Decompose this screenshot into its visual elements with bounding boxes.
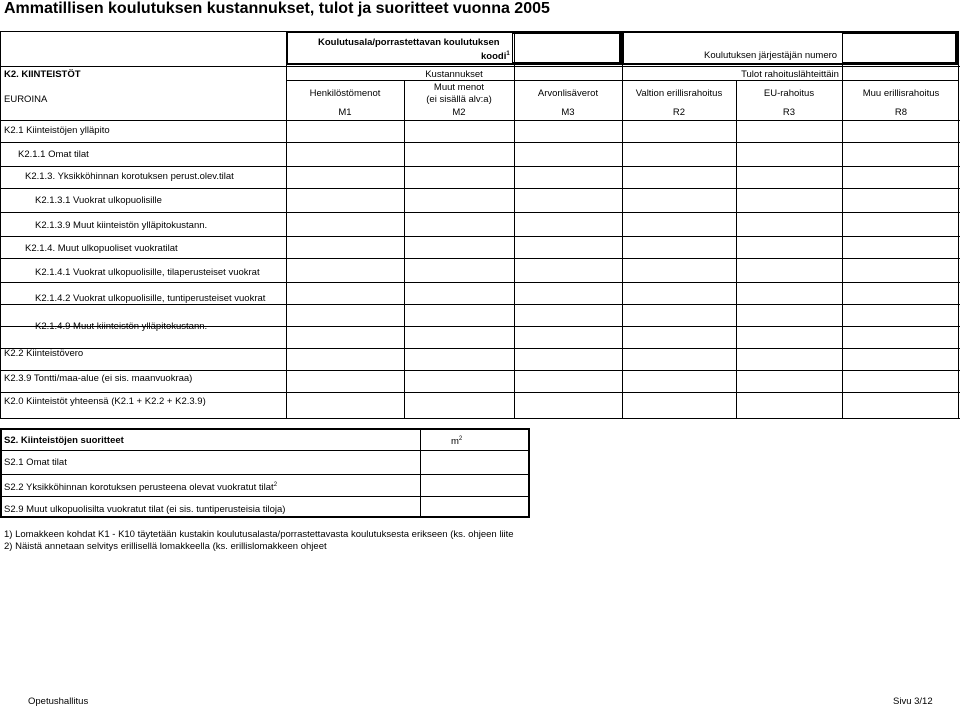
col-henkilosto: Henkilöstömenot	[309, 88, 381, 99]
koodi-input[interactable]	[512, 33, 620, 63]
s2-title: S2. Kiinteistöjen suoritteet	[4, 435, 124, 446]
row-k2-1-1: K2.1.1 Omat tilat	[18, 149, 89, 160]
row-k2-1-4-1: K2.1.4.1 Vuokrat ulkopuolisille, tilaperusteiset vuokrat	[35, 267, 260, 278]
row-k2-1-4-2: K2.1.4.2 Vuokrat ulkopuolisille, tuntiperusteiset vuokrat	[35, 293, 266, 304]
row-s2-9: S2.9 Muut ulkopuolisilta vuokratut tilat (ei sis. tuntiperusteisia tiloja)	[4, 504, 286, 515]
col-alv: Arvonlisäverot	[537, 88, 599, 99]
row-k2-1-4-9: K2.1.4.9 Muut kiinteistön ylläpitokustann.	[35, 321, 208, 332]
row-k2-1: K2.1 Kiinteistöjen ylläpito	[4, 125, 110, 136]
row-k2-0: K2.0 Kiinteistöt yhteensä (K2.1 + K2.2 + K2.3.9)	[4, 396, 206, 407]
footer-right: Sivu 3/12	[893, 696, 933, 707]
koulutusala-label: Koulutusala/porrastettavan koulutuksen	[318, 37, 500, 48]
k2-title: K2. KIINTEISTÖT	[4, 69, 81, 80]
s2-unit: $m^2$	[451, 436, 463, 448]
jarjestaja-label: Koulutuksen järjestäjän numero	[704, 50, 838, 61]
row-k2-1-3: K2.1.3. Yksikköhinnan korotuksen perust.olev.tilat	[25, 171, 234, 182]
row-k2-1-3-9: K2.1.3.9 Muut kiinteistön ylläpitokustann.	[35, 220, 208, 231]
costs-group-label: Kustannukset	[425, 69, 483, 80]
note-2: 2) Näistä annetaan selvitys erillisellä lomakkeella (ks. erillislomakkeen ohjeet	[4, 542, 327, 552]
col-muut-menot: Muut menot	[433, 82, 485, 93]
jarjestaja-input[interactable]	[842, 33, 956, 63]
row-k2-1-3-1: K2.1.3.1 Vuokrat ulkopuolisille	[35, 195, 162, 206]
note-1: 1) Lomakkeen kohdat K1 - K10 täytetään kustakin koulutusalasta/porrastettavasta koulutuksesta erikseen (ks. ohjeen liite	[4, 530, 514, 540]
col-muu: Muu erillisrahoitus	[862, 88, 940, 99]
row-s2-1: S2.1 Omat tilat	[4, 457, 67, 468]
code-r2: R2	[672, 107, 686, 118]
code-r8: R8	[894, 107, 908, 118]
col-eu: EU-rahoitus	[763, 88, 815, 99]
koodi-label: koodi$^1$	[481, 51, 510, 63]
code-m1: M1	[338, 107, 352, 118]
row-k2-1-4: K2.1.4. Muut ulkopuoliset vuokratilat	[25, 243, 178, 254]
row-k2-2: K2.2 Kiinteistövero	[4, 348, 84, 359]
col-valtion: Valtion erillisrahoitus	[635, 88, 723, 99]
row-k2-3-9: K2.3.9 Tontti/maa-alue (ei sis. maanvuokraa)	[4, 373, 193, 384]
code-m3: M3	[561, 107, 575, 118]
col-muut-menot-2: (ei sisällä alv:a)	[426, 94, 492, 105]
unit-label: EUROINA	[4, 94, 48, 105]
footer-left: Opetushallitus	[28, 696, 89, 707]
code-r3: R3	[782, 107, 796, 118]
code-m2: M2	[452, 107, 466, 118]
row-s2-2: S2.2 Yksikköhinnan korotuksen perusteena olevat vuokratut tilat$^2$	[4, 482, 278, 494]
page-title: Ammatillisen koulutuksen kustannukset, tulot ja suoritteet vuonna 2005	[4, 0, 550, 17]
income-group-label: Tulot rahoituslähteittäin	[741, 69, 839, 80]
